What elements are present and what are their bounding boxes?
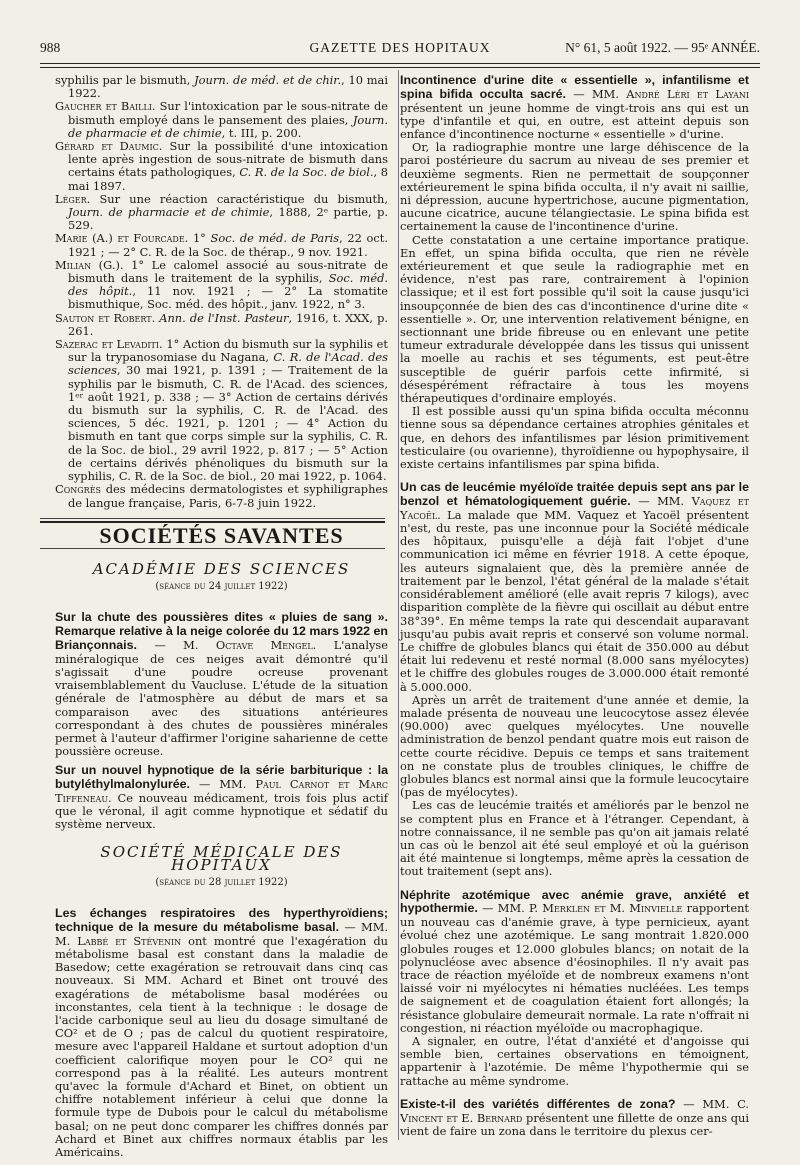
article-heading: Sur un nouvel hypnotique de la série barbiturique : la butyléthylmalonylurée.: [55, 763, 388, 792]
societe-seance: (séance du 28 juillet 1922): [155, 876, 288, 888]
bibliography-entry: Gaucher et Bailli. Sur l'intoxication par le sous-nitrate de bismuth employé dans le pansement des plaies, Journ. de pharmacie et de chimie, t. III, p. 200.: [55, 99, 388, 140]
left-column: [55, 74, 388, 1165]
issue-info: N° 61, 5 août 1922. — 95ᵉ ANNÉE.: [565, 40, 760, 55]
article-paragraph: A signaler, en outre, l'état d'anxiété et d'angoisse qui semble bien, certaines observations en témoignent, appartenir à l'azotémie. De même l'hypothermie qui se rattache au même syndrome.: [400, 1033, 749, 1088]
bibliography-entry: Gérard et Daumic. Sur la possibilité d'une intoxication lente après ingestion de sous-nitrate de bismuth dans certains états pathologiques, C. R. de la Soc. de biol., 8 mai 1897.: [55, 139, 388, 193]
article-paragraph: Il est possible aussi qu'un spina bifida occulta méconnu tienne sous sa dépendance certaines atrophies génitales et que, en dehors des infantilismes par lésion primitivement testiculaire (ou ovarienne), thyroïdienne ou hypophysaire, il existe certains infantilismes par spina bifida.: [400, 404, 749, 472]
article-body: Ce nouveau médicament, trois fois plus actif que le véronal, il agit comme hypnotique et sédatif du système nerveux.: [55, 790, 388, 832]
section-rule: [40, 518, 385, 519]
article: [400, 481, 749, 878]
article-heading: Incontinence d'urine dite « essentielle », infantilisme et spina bifida occulta sacré.: [400, 73, 749, 101]
article-heading: Un cas de leucémie myéloïde traitée depuis sept ans par le benzol et hématologiquement guérie.: [400, 480, 749, 509]
article-heading: Sur la chute des poussières dites « pluies de sang ». Remarque relative à la neige colorée du 12 mars 1922 en Briançonnais.: [55, 610, 388, 652]
academie-title: ACADÉMIE DES SCIENCES: [92, 559, 351, 578]
bibliography-entry: Sauton et Robert. Ann. de l'Inst. Pasteur, 1916, t. XXX, p. 261.: [55, 310, 388, 338]
article-author: — MM. Vaquez et Yacoël.: [400, 494, 749, 522]
article: [55, 764, 388, 831]
article-author: — MM. Paul Carnot et Marc Tiffeneau.: [55, 777, 389, 805]
article-paragraph: La malade que MM. Vaquez et Yacoël présentent n'est, du reste, pas une inconnue pour la Société médicale des hôpitaux, puisqu'elle a déjà fait l'objet d'une communication ici même en février 1918. A cette époque, les auteurs signalaient que, dès la première année de traitement par le benzol, l'état général de la malade s'était considérablement amélioré (elle avait repris 7 kilogs), avec disparition complète de la fièvre qui oscillait au début entre 38°39°. En même temps la rate qui descendait auparavant jusqu'au pubis avait repris et conservé son volume normal. Le chiffre de globules blancs qui était de 350.000 au début était lui redevenu et resté normal (8.000 sans myélocytes) et le chiffre des globules rouges de 3.000.000 était remonté à 5.000.000.: [400, 507, 749, 694]
section-title: SOCIÉTÉS SAVANTES: [99, 522, 344, 548]
section-rule-bottom: [40, 548, 385, 549]
page-number: 988: [40, 40, 61, 55]
article: [400, 1098, 749, 1138]
article-author: — MM. C. Vincent et E. Bernard: [400, 1096, 749, 1125]
bibliography: [55, 74, 388, 510]
article: [400, 889, 749, 1088]
societe-title: SOCIÉTÉ MÉDICALE DES HOPITAUX: [100, 842, 343, 874]
article-paragraph: Après un arrêt de traitement d'une année et demie, la malade présenta de nouveau une leucocytose assez élevée (90.000) avec quelques myélocytes. Une nouvelle administration de benzol pendant quatre mois eut raison de cette courte récidive. Depuis ce temps et sans traitement on ne constate plus de troubles cliniques, le chiffre de globules blancs est normal ainsi que la formule leucocytaire (pas de myélocytes).: [400, 692, 749, 800]
article-heading: Existe-t-il des variétés différentes de zona?: [400, 1096, 676, 1111]
article: [400, 74, 749, 471]
bibliography-entry: Sazerac et Levaditi. 1° Action du bismuth sur la syphilis et sur la trypanosomiase du Nagana, C. R. de l'Acad. des sciences, 30 mai 1921, p. 1391 ; — Traitement de la syphilis par le bismuth, C. R. de l'Acad. des sciences, 1ᵉʳ août 1921, p. 338 ; — 3° Action de certains dérivés du bismuth sur la syphilis, C. R. de l'Acad. des sciences, 5 déc. 1921, p. 1201 ; — 4° Action du bismuth en tant que corps simple sur la syphilis, C. R. de la Soc. de biol., 29 avril 1922, p. 817 ; — 5° Action de certains dérivés phénoliques du bismuth sur la syphilis, C. R. de la Soc. de biol., 20 mai 1922, p. 1064.: [55, 337, 388, 484]
article-author: — MM. André Léri et Layani: [573, 86, 750, 101]
article-body: L'analyse minéralogique de ces neiges avait démontré qu'il s'agissait d'une poudre ocreuse provenant vraisemblablement du Vaucluse. L'étude de la situation générale de l'atmosphère au début de mars et sa comparaison avec des situations antérieures correspondant à des chutes de poussières minérales permet à l'auteur d'affirmer l'origine saharienne de cette poussière ocreuse.: [55, 637, 389, 759]
article-paragraph: Or, la radiographie montre une large déhiscence de la paroi postérieure du sacrum au niveau de ses premier et deuxième segments. Rien ne permettait de soupçonner extérieurement le spina bifida occulta, il n'y avait ni saillie, ni dépression, aucune hypertrichose, aucune pigmentation, aucune cicatrice, aucune télangiectasie. Le spina bifida est certainement la cause de l'incontinence d'urine.: [400, 140, 749, 234]
article: [55, 907, 388, 1159]
article-author: — MM. P. Merklen et M. Minvielle: [482, 901, 683, 916]
right-column: [400, 74, 749, 1138]
academie-seance: (séance du 24 juillet 1922): [155, 581, 288, 593]
article-paragraph: présentent une fillette de onze ans qui vient de faire un zona dans le territoire du plexus cer-: [400, 1110, 750, 1138]
article-paragraph: présentent un jeune homme de vingt-trois ans qui est un type d'infantile et qui, en outre, est atteint depuis son enfance d'incontinence nocturne « essentielle » d'urine.: [400, 100, 749, 141]
bibliography-entry: Marie (A.) et Fourcade. 1° Soc. de méd. de Paris, 22 oct. 1921 ; — 2° C. R. de la Soc. de thérap., 9 nov. 1921.: [55, 231, 388, 259]
header-rule: [40, 63, 760, 64]
bibliography-entry: syphilis par le bismuth, Journ. de méd. et de chir., 10 mai 1922.: [55, 73, 388, 101]
article-author: — M. Octave Mengel.: [154, 637, 317, 652]
bibliography-entry: Léger. Sur une réaction caractéristique du bismuth, Journ. de pharmacie et de chimie, 1888, 2ᵉ partie, p. 529.: [55, 191, 388, 233]
article-heading: Les échanges respiratoires des hyperthyroïdiens; technique de la mesure du métabolisme basal.: [55, 906, 388, 934]
article: [55, 611, 388, 758]
article-body: ont montré que l'exagération du métabolisme basal est constant dans la maladie de Basedow; cette exagération se retrouvait dans cinq cas nouveaux. Si MM. Achard et Binet ont trouvé des exagérations de métabolisme basal modérées ou inconstantes, cela tient à la technique : le dosage de l'acide carbonique seul au lieu du dosage simultané de CO² et de O ; pas de calcul du quotient respiratoire, mesure avec l'appareil Haldane et surtout adoption d'un coefficient calorifique moyen pour le CO² qui ne correspond pas à la réalité. Les auteurs montrent qu'avec la formule d'Achard et Binet, on obtient un chiffre notablement inférieur à celui que donne la formule type de Dubois pour le calcul du métabolisme basal; on ne peut donc comparer les chiffres donnés par Achard et Binet aux chiffres normaux établis par les Américains.: [55, 933, 388, 1159]
article-paragraph: Cette constatation a une certaine importance pratique. En effet, un spina bifida occulta, que rien ne révèle extérieurement et que seule la radiographie met en évidence, n'est pas rare, contrairement à l'opinion classique; et il est fort possible qu'il soit la cause jusqu'ici insoupçonnée de bien des cas d'incontinence d'urine dite « essentielle ». Or, une intervention relativement bénigne, en sectionnant une bride fibreuse ou en enlevant une petite tumeur extradurale développée dans les tissus qui unissent la moelle au rachis et ses téguments, est peut-être susceptible de guérir parfois cette infirmité, si désespérément réfractaire à tous les moyens thérapeutiques d'ordinaire employés.: [400, 232, 749, 406]
page-header: [40, 38, 760, 62]
header-rule-thin: [40, 67, 760, 68]
column-divider: [398, 70, 399, 1140]
bibliography-entry: Congrès des médecins dermatologistes et syphiligraphes de langue française, Paris, 6-7-8 juin 1922.: [55, 482, 388, 510]
article-paragraph: Les cas de leucémie traités et améliorés par le benzol ne se comptent plus en France et à l'étranger. Cependant, à notre connaissance, il ne semble pas qu'on ait jamais relaté un cas où le benzol ait été seul employé et où la guérison ait été maintenue si longtemps, même après la cessation de tout traitement (sept ans).: [400, 798, 749, 879]
bibliography-entry: Milian (G.). 1° Le calomel associé au sous-nitrate de bismuth dans le traitement de la syphilis, Soc. méd. des hôpit., 11 nov. 1921 ; — 2° La stomatite bismuthique, Soc. méd. des hôpit., janv. 1922, n° 3.: [55, 257, 389, 312]
journal-title: GAZETTE DES HOPITAUX: [309, 40, 491, 55]
article-author: — MM. M. Labbé et Stévenin: [55, 919, 389, 948]
article-paragraph: rapportent un nouveau cas d'anémie grave, à type pernicieux, ayant évolué chez une azotémique. Le sang montrait 1.820.000 globules rouges et 12.000 globules blancs; on notait de la polynucléose avec absence d'éosinophiles. Il n'y avait pas trace de réaction myéloïde et de nombreux examens n'ont laissé voir ni myélocytes ni hématies nucléées. Les temps de saignement et de coagulation étaient fort allongés; la résistance globulaire demeurait normale. La rate n'offrait ni congestion, ni réaction myéloïde ou macrophagique.: [400, 901, 750, 1035]
article-heading: Néphrite azotémique avec anémie grave, anxiété et hypothermie.: [400, 887, 749, 916]
